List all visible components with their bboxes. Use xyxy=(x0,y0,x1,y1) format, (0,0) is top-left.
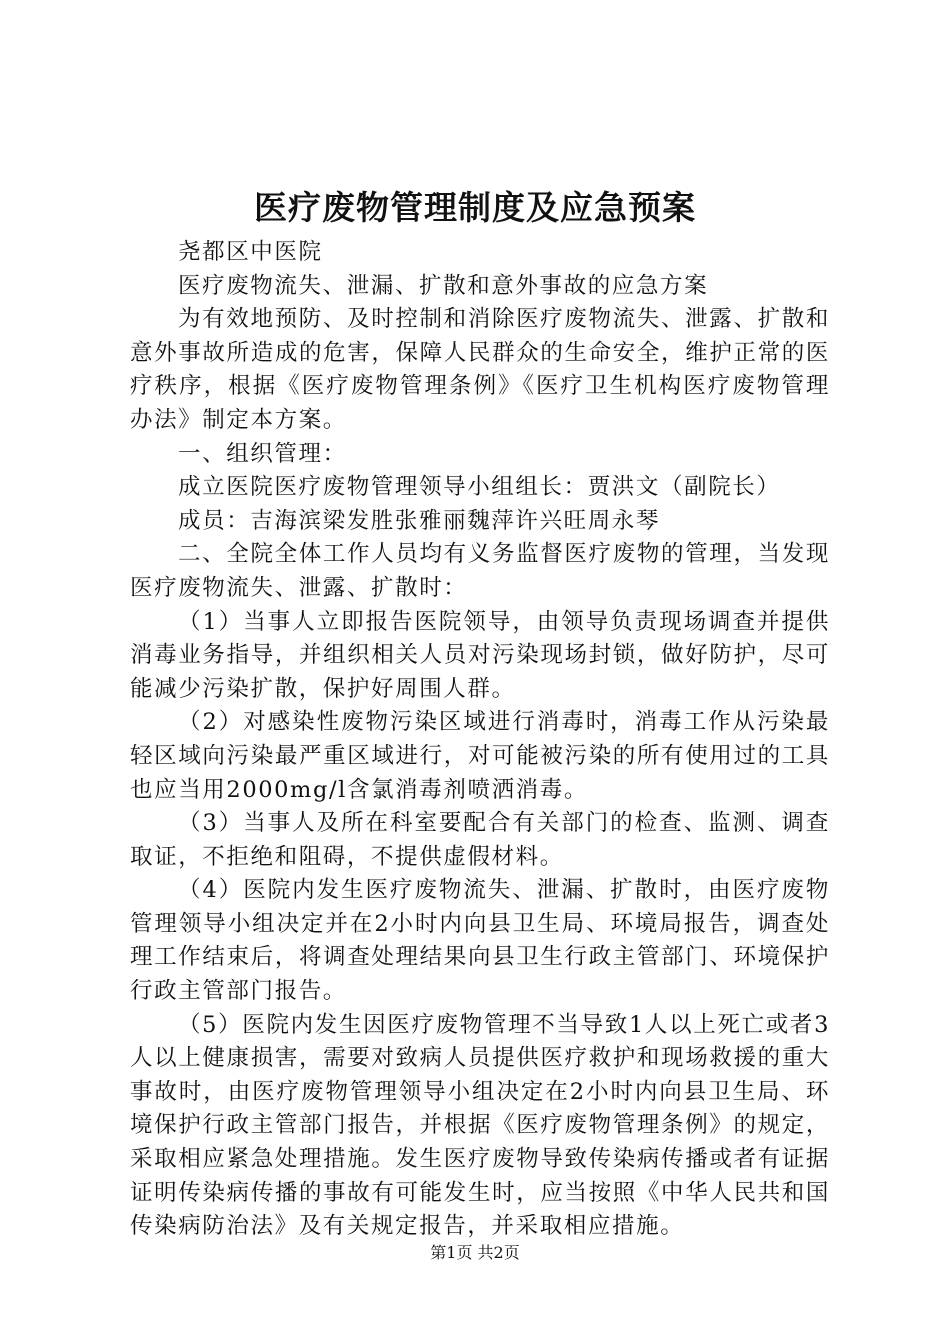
item-1-paragraph: （1）当事人立即报告医院领导，由领导负责现场调查并提供消毒业务指导，并组织相关人员对污染现场封锁，做好防护，尽可能减少污染扩散，保护好周围人群。 xyxy=(130,608,830,702)
item-2-paragraph: （2）对感染性废物污染区域进行消毒时，消毒工作从污染最轻区域向污染最严重区域进行，对可能被污染的所有使用过的工具也应当用2000mg/l含氯消毒剂喷洒消毒。 xyxy=(130,709,830,803)
section-heading-supervision: 二、全院全体工作人员均有义务监督医疗废物的管理，当发现医疗废物流失、泄露、扩散时： xyxy=(130,541,830,601)
item-5-paragraph: （5）医院内发生因医疗废物管理不当导致1人以上死亡或者3人以上健康损害，需要对致病人员提供医疗救护和现场救援的重大事故时，由医疗废物管理领导小组决定在2小时内向县卫生局、环境保护行政主管部门报告，并根据《医疗废物管理条例》的规定，采取相应紧急处理措施。发生医疗废物导致传染病传播或者有证据证明传染病传播的事故有可能发生时，应当按照《中华人民共和国传染病防治法》及有关规定报告，并采取相应措施。 xyxy=(130,1011,830,1240)
members-paragraph: 成员：吉海滨梁发胜张雅丽魏萍许兴旺周永琴 xyxy=(178,507,661,534)
page-footer: 第1页 共2页 xyxy=(430,1243,520,1262)
item-3-paragraph: （3）当事人及所在科室要配合有关部门的检查、监测、调查取证，不拒绝和阻碍，不提供虚假材料。 xyxy=(130,810,830,870)
document-body xyxy=(130,236,830,1244)
plan-subtitle: 医疗废物流失、泄漏、扩散和意外事故的应急方案 xyxy=(178,272,709,299)
item-4-paragraph: （4）医院内发生医疗废物流失、泄漏、扩散时，由医疗废物管理领导小组决定并在2小时内向县卫生局、环境局报告，调查处理工作结束后，将调查处理结果向县卫生行政主管部门、环境保护行政主管部门报告。 xyxy=(130,877,830,1005)
section-heading-organization: 一、组织管理： xyxy=(178,440,347,467)
document-title: 医疗废物管理制度及应急预案 xyxy=(254,188,696,227)
institution-name: 尧都区中医院 xyxy=(178,239,323,265)
intro-paragraph: 为有效地预防、及时控制和消除医疗废物流失、泄露、扩散和意外事故所造成的危害，保障人民群众的生命安全，维护正常的医疗秩序，根据《医疗废物管理条例》《医疗卫生机构医疗废物管理办法》制定本方案。 xyxy=(130,306,830,433)
leader-paragraph: 成立医院医疗废物管理领导小组组长：贾洪文（副院长） xyxy=(178,474,781,501)
